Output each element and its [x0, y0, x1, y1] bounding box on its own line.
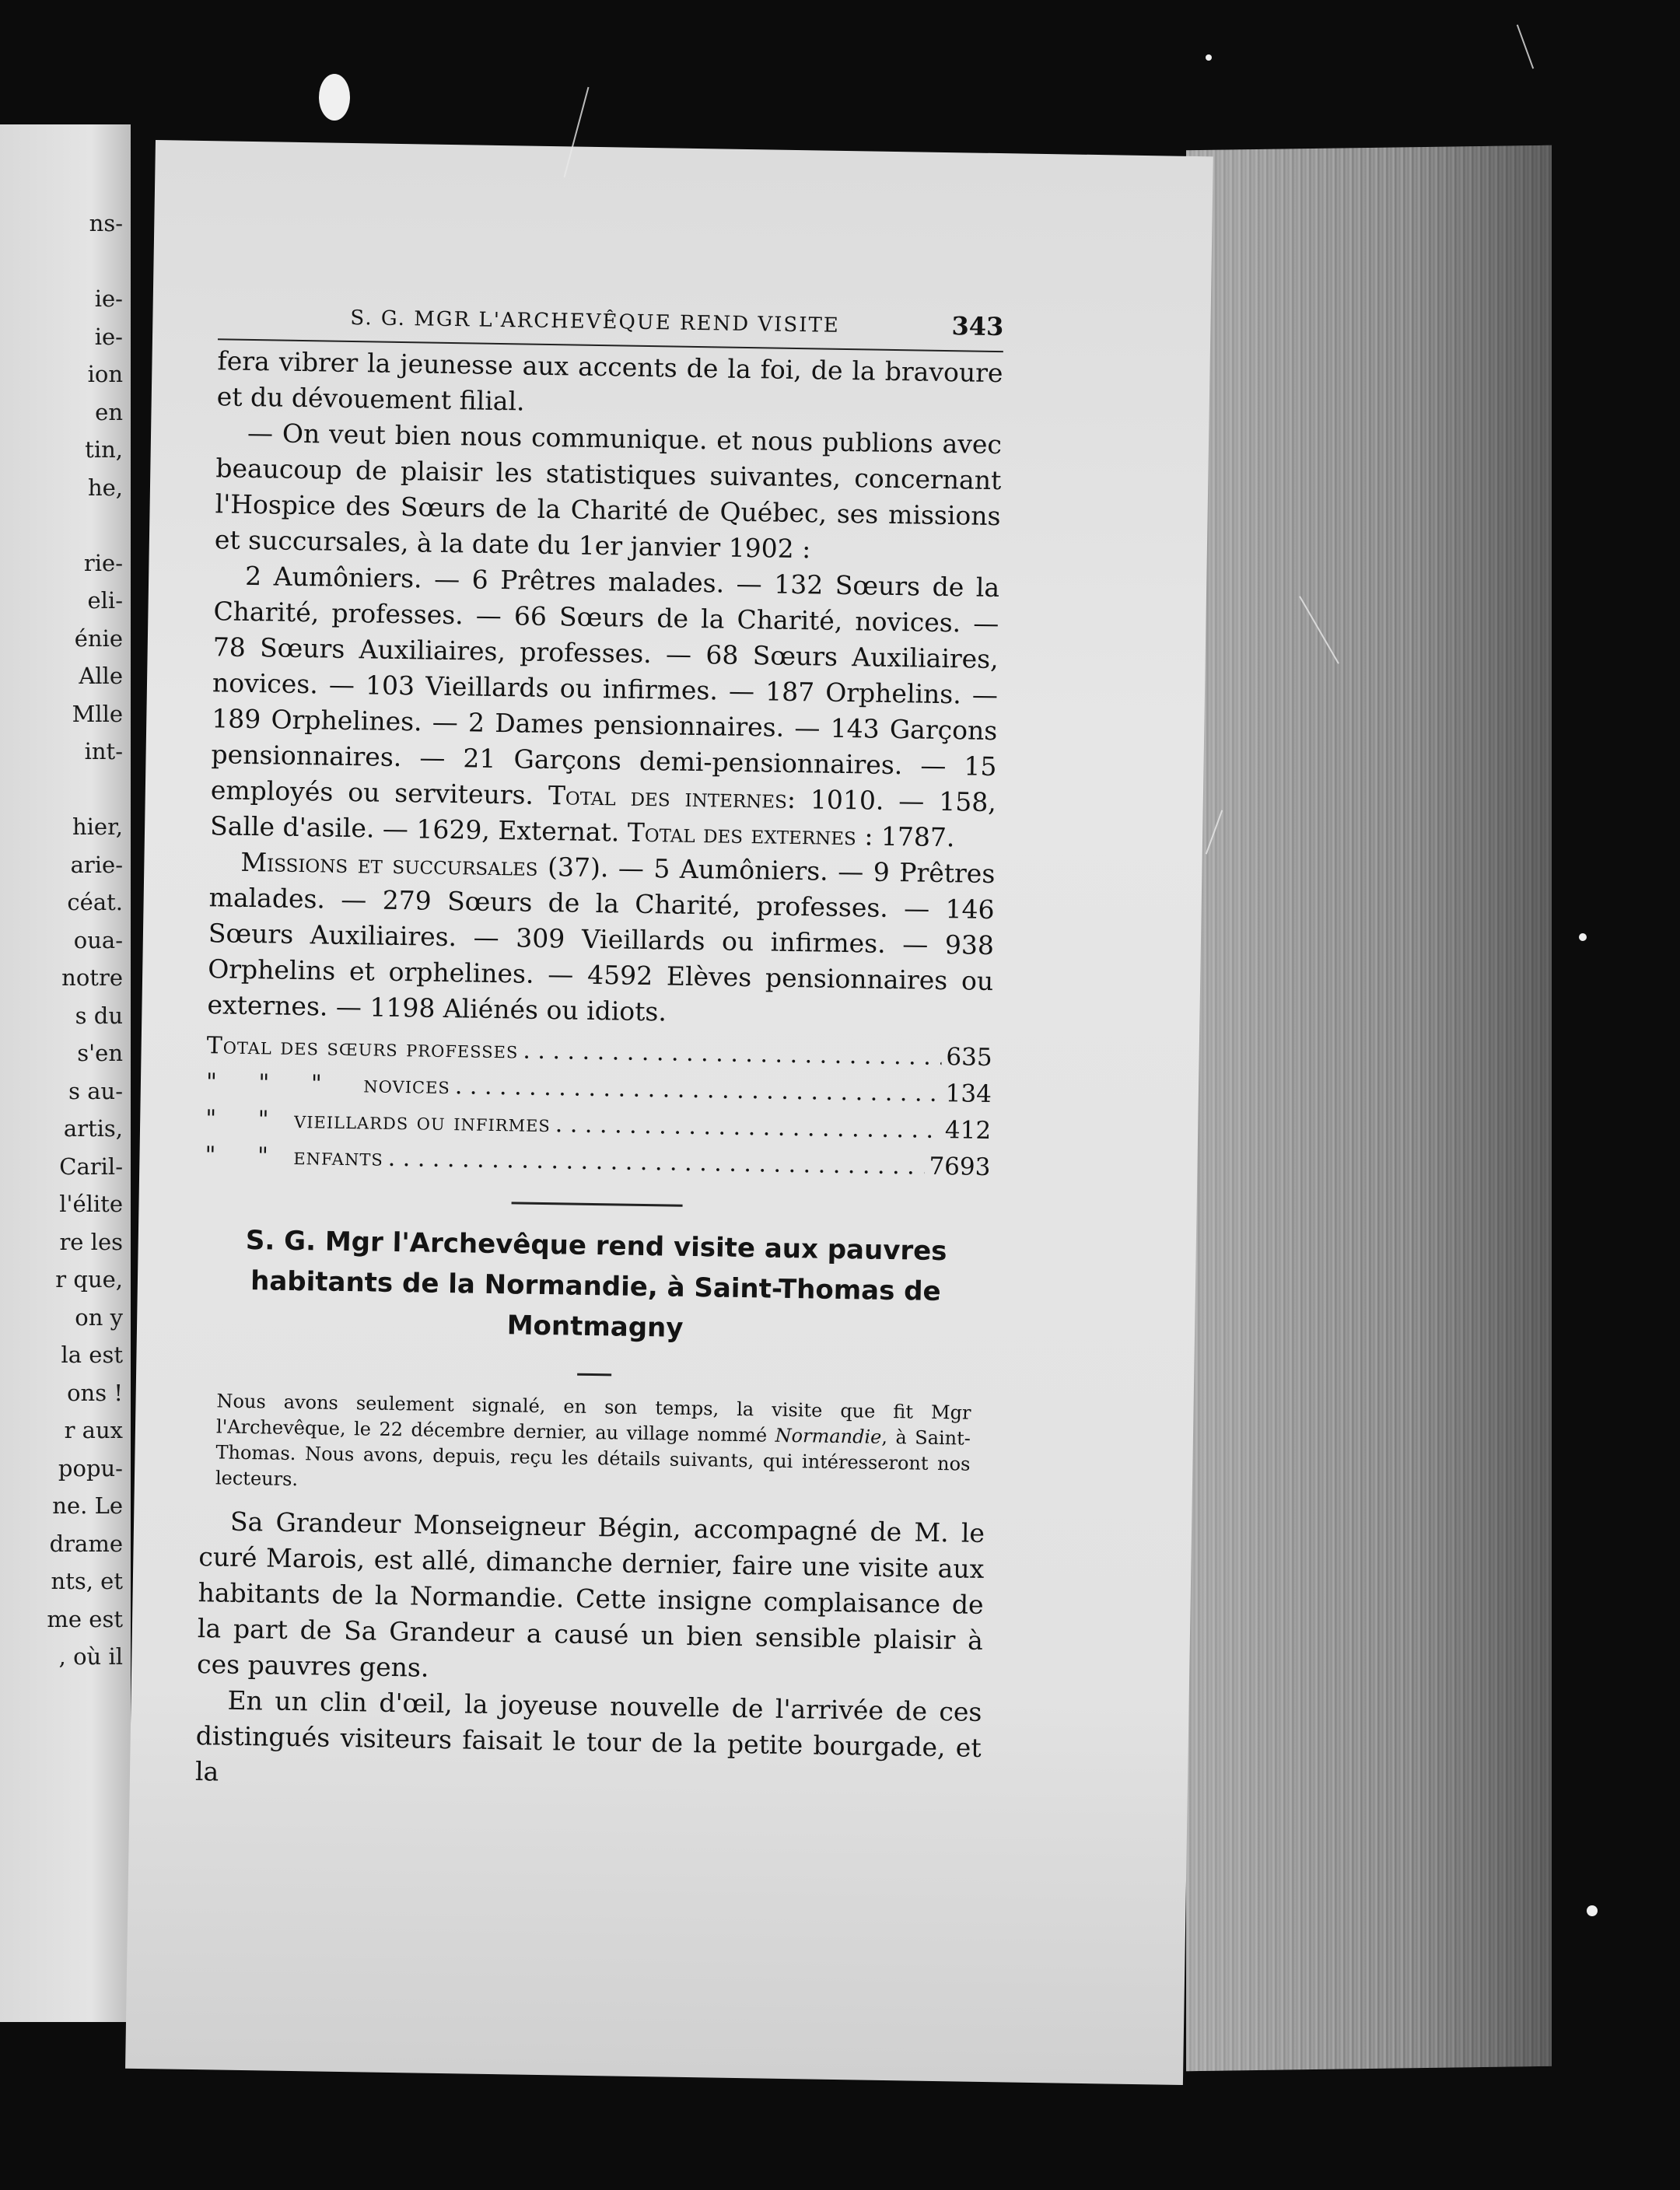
- paragraph-continuation: fera vibrer la jeunesse aux accents de la foi, de la bravoure et du dévouement filial.: [216, 345, 1003, 417]
- page-edges: [1186, 145, 1552, 2072]
- paragraph-visit: Sa Grandeur Monseigneur Bégin, accompagné de M. le curé Marois, est allé, dimanche dernier, faire une visite aux habitants de la Normandie. Cette insigne complaisance de la part de Sa Grandeur a causé un bien sensible plaisir à ces pauvres gens.: [196, 1506, 985, 1683]
- left-page-line: ie-: [94, 323, 123, 350]
- page-number: 343: [951, 311, 1004, 342]
- running-head-title: S. G. MGR L'ARCHEVÊQUE REND VISITE: [350, 306, 841, 338]
- intro-note-text: Nous avons seulement signalé, en son temps, la visite que fit Mgr l'Archevêque, le 22 décembre dernier, au village nommé: [215, 1390, 971, 1447]
- hospice-stats-text-c: : 1787.: [864, 820, 955, 853]
- left-page-line: eli-: [87, 587, 123, 614]
- hospice-stats-text-b: : 1010. — 158, Salle d'asile. — 1629, Externat.: [209, 783, 997, 848]
- totals-row-label: Total des sœurs professes: [206, 1032, 519, 1065]
- left-page-line: ons !: [67, 1379, 123, 1406]
- left-page-line: ne. Le: [52, 1492, 123, 1519]
- left-page-line: r que,: [55, 1266, 123, 1293]
- section-divider: [512, 1202, 683, 1206]
- film-speck: [319, 74, 350, 121]
- total-externes-label: Total des externes: [627, 817, 857, 852]
- left-page-line: artis,: [63, 1115, 123, 1142]
- section-title: S. G. Mgr l'Archevêque rend visite aux pauvres habitants de la Normandie, à Saint-Thomas de Montmagny: [245, 1224, 947, 1344]
- dot-leader: [523, 1034, 942, 1076]
- left-page-line: arie-: [70, 851, 123, 878]
- left-page-line: tin,: [85, 436, 123, 463]
- left-page-line: int-: [84, 738, 123, 764]
- totals-row-value: 412: [944, 1116, 992, 1146]
- totals-row-label: " " vieillards ou infirmes: [205, 1105, 551, 1139]
- totals-row-label: " " enfants: [205, 1142, 384, 1172]
- paragraph-news: En un clin d'œil, la joyeuse nouvelle de l'arrivée de ces distingués visiteurs faisait le tour de la petite bourgade, et la: [194, 1684, 982, 1787]
- left-page-line: l'élite: [59, 1191, 123, 1217]
- left-page-line: s du: [75, 1002, 123, 1029]
- left-page-line: hier,: [72, 813, 123, 840]
- left-page-line: drame: [49, 1530, 123, 1557]
- paragraph-hospice-stats: [210, 558, 1000, 856]
- title-rule: [577, 1373, 611, 1377]
- left-page-line: on y: [75, 1303, 123, 1331]
- totals-row-value: 7693: [929, 1152, 991, 1182]
- left-page-line: oua-: [73, 926, 123, 953]
- film-speck: [1206, 54, 1212, 61]
- left-page-line: céat.: [67, 889, 123, 915]
- film-speck: [1579, 933, 1587, 941]
- missions-stats-text: (37). — 5 Aumôniers. — 9 Prêtres malades. — 279 Sœurs de la Charité, professes. — 146 Sœurs Auxiliaires. — 309 Vieillards ou infirmes. — 938 Orphelins et orphelines. — 4592 Elèves pensionnaires ou externes. — 1198 Aliénés ou idiots.: [207, 852, 996, 1027]
- left-page-line: en: [95, 398, 123, 425]
- left-page-line: Alle: [79, 663, 123, 689]
- left-page-line: notre: [61, 964, 123, 991]
- left-page-line: rie-: [83, 549, 123, 576]
- totals-table: [205, 1027, 992, 1186]
- left-page-line: la est: [61, 1342, 123, 1368]
- dot-leader: [387, 1141, 924, 1185]
- totals-row-value: 134: [945, 1079, 992, 1109]
- film-scratch: [1517, 24, 1534, 68]
- paragraph-missions-stats: [207, 844, 995, 1035]
- total-internes-label: Total des internes: [548, 780, 788, 814]
- hospice-stats-text: 2 Aumôniers. — 6 Prêtres malades. — 132 Sœurs de la Charité, professes. — 66 Sœurs de la Charité, novices. — 78 Sœurs Auxiliaires, professes. — 68 Sœurs Auxiliaires, novices. — 103 Vieillards ou infirmes. — 187 Orphelins. — 189 Orphelines. — 2 Dames pensionnaires. — 143 Garçons pensionnaires. — 21 Garçons demi-pensionnaires. — 15 employés ou serviteurs.: [210, 560, 1000, 810]
- book-page: [125, 140, 1213, 2085]
- left-page-line: ion: [87, 361, 123, 387]
- missions-label: Missions et succursales: [240, 846, 538, 882]
- left-page-line: Caril-: [59, 1153, 123, 1180]
- totals-row-value: 635: [946, 1043, 992, 1072]
- totals-row-label: " " " novices: [205, 1069, 451, 1100]
- page-content: [195, 304, 1004, 1802]
- intro-note-text-b: , à Saint-Thomas. Nous avons, depuis, reçu les détails suivants, qui intéresseront nos lecteurs.: [215, 1426, 971, 1491]
- film-speck: [1587, 1905, 1598, 1916]
- left-page-line: s au-: [68, 1077, 123, 1104]
- left-page-line: r aux: [64, 1417, 123, 1443]
- left-page-line: ie-: [94, 285, 123, 312]
- dot-leader: [555, 1107, 940, 1149]
- intro-place: Normandie: [775, 1424, 882, 1448]
- left-page-line: he,: [87, 474, 123, 501]
- left-page-line: me est: [47, 1605, 123, 1632]
- dot-leader: [454, 1069, 941, 1112]
- left-page-line: Mlle: [72, 700, 123, 727]
- left-page-line: popu-: [58, 1454, 123, 1482]
- intro-note: [215, 1388, 971, 1503]
- left-page-line: énie: [74, 624, 123, 652]
- left-page-line: nts, et: [51, 1568, 123, 1594]
- left-page-line: s'en: [77, 1040, 123, 1066]
- left-page-line: ns-: [89, 210, 123, 236]
- left-page-line: , où il: [58, 1643, 123, 1670]
- left-page-line: re les: [59, 1228, 123, 1255]
- left-facing-page: [0, 124, 131, 2022]
- paragraph-statistics-intro: — On veut bien nous communique. et nous publions avec beaucoup de plaisir les statistiques suivantes, concernant l'Hospice des Sœurs de la Charité de Québec, ses missions et succursales, à la date du 1er janvier 1902 :: [214, 417, 1003, 565]
